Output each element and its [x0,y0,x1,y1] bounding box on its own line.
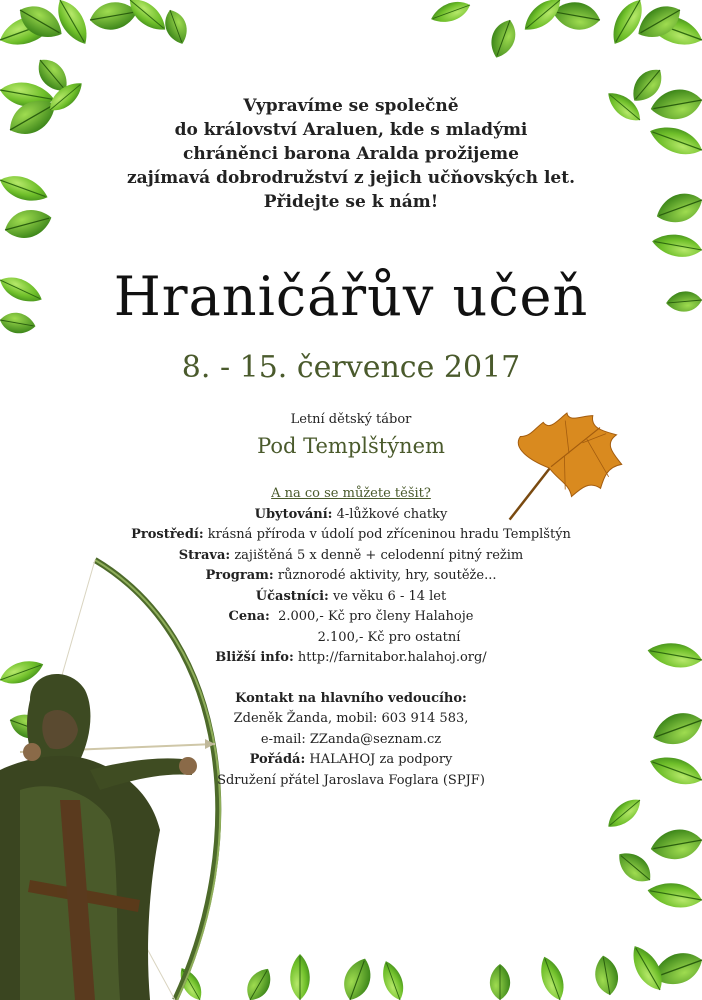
price-label: Cena: [228,609,270,624]
details-section [0,484,702,791]
page-title: Hraničářův učeň [113,265,589,328]
intro-line: Přidejte se k nám! [263,192,439,212]
contact-heading: Kontakt na hlavního vedoucího: [235,690,467,706]
food-row [0,546,702,567]
program-value: různorodé aktivity, hry, soutěže... [277,568,497,583]
leaves-bottom-center [175,954,408,1000]
participants-label: Účastníci: [255,588,329,604]
camp-type: Letní dětský tábor [290,412,412,427]
accommodation-label: Ubytování: [254,506,333,522]
info-label: Bližší info: [215,650,294,665]
contact-email[interactable]: e-mail: ZZanda@seznam.cz [260,731,442,747]
intro-line: zajímavá dobrodružství z jejich učňovských let. [126,168,575,188]
food-label: Strava: [178,547,231,563]
contact-name-phone: Zdeněk Žanda, mobil: 603 914 583, [233,711,469,726]
info-row [0,648,702,669]
intro-line: do království Araluen, kde s mladými [174,120,528,140]
sponsor: Sdružení přátel Jaroslava Foglara (SPJF) [217,772,485,788]
program-label: Program: [205,568,274,583]
organizer-label: Pořádá: [249,752,306,767]
details-heading: A na co se můžete těšit? [271,486,431,501]
organizer-row [0,750,702,771]
intro-text [0,94,702,214]
participants-row [0,587,702,608]
participants-value: ve věku 6 - 14 let [332,588,447,604]
event-date: 8. - 15. července 2017 [181,350,521,385]
price-value-others: 2.100,- Kč pro ostatní [317,629,461,645]
price-row-others [0,628,702,649]
intro-line: chráněnci barona Aralda prožijeme [183,144,519,164]
environment-row [0,525,702,546]
environment-label: Prostředí: [131,527,204,542]
organizer-value: HALAHOJ za podpory [309,752,453,767]
food-value: zajištěná 5 x denně + celodenní pitný režim [234,547,524,563]
info-link[interactable]: http://farnitabor.halahoj.org/ [297,650,487,665]
intro-line: Vypravíme se společně [243,96,459,116]
accommodation-value: 4-lůžkové chatky [336,506,448,522]
environment-value: krásná příroda v údolí pod zříceninou hradu Templštýn [207,527,571,542]
camp-name: Pod Templštýnem [257,434,445,458]
price-value-members: 2.000,- Kč pro členy Halahoje [278,609,474,624]
program-row [0,566,702,587]
accommodation-row [0,505,702,526]
price-row [0,607,702,628]
